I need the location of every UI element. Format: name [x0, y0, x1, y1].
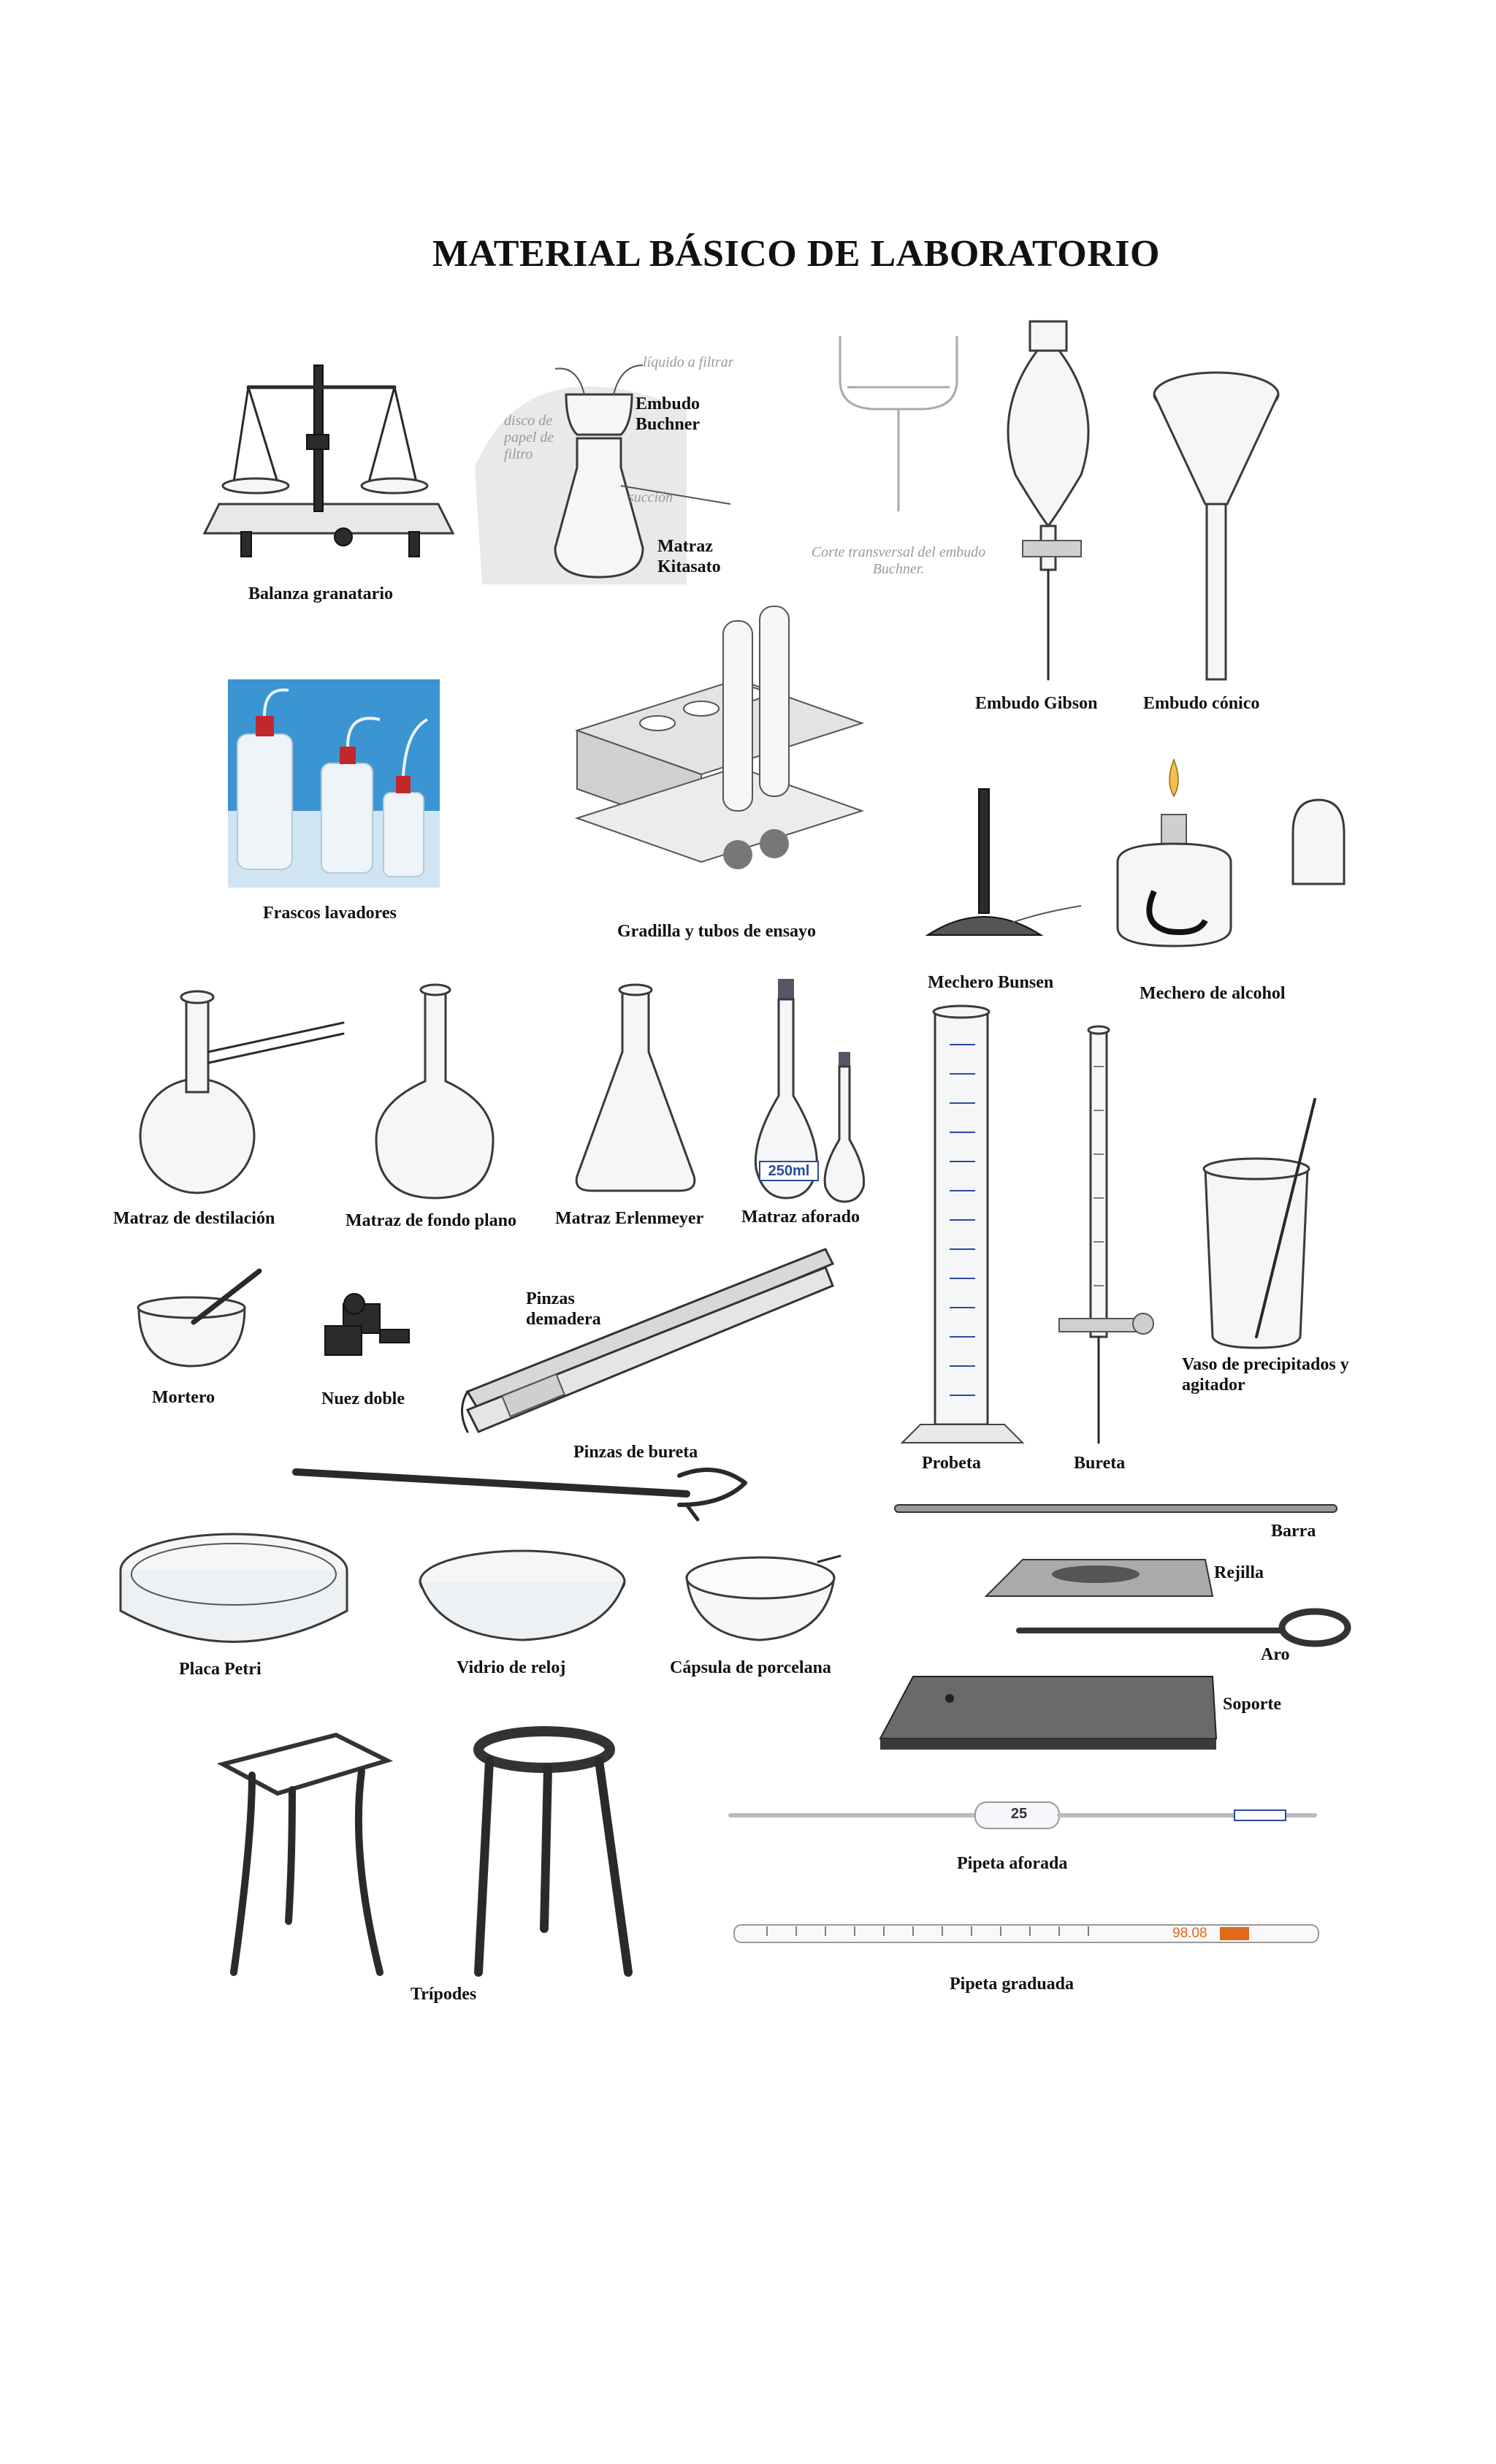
nuez-doble-illustration	[325, 1294, 409, 1355]
label-mechero-bunsen: Mechero Bunsen	[928, 973, 1054, 992]
label-mortero: Mortero	[152, 1388, 215, 1407]
label-matraz-kitasato: Matraz Kitasato	[657, 537, 721, 576]
vaso-precipitados-illustration	[1204, 1099, 1315, 1348]
pipeta-aforada-marking: 25	[1010, 1806, 1028, 1822]
label-embudo-buchner: Embudo Buchner	[636, 394, 701, 434]
matraz-fondo-plano-illustration	[376, 985, 493, 1198]
embudo-gibson-illustration	[1008, 321, 1088, 679]
label-embudo-gibson: Embudo Gibson	[975, 694, 1098, 713]
label-mechero-alcohol: Mechero de alcohol	[1140, 984, 1286, 1003]
matraz-destilacion-illustration	[140, 991, 343, 1193]
mortero-illustration	[138, 1271, 259, 1366]
label-bureta: Bureta	[1074, 1454, 1126, 1473]
page-title: MATERIAL BÁSICO DE LABORATORIO	[432, 233, 1160, 275]
buchner-cross-section	[840, 336, 957, 511]
label-rejilla: Rejilla	[1214, 1563, 1264, 1582]
label-frascos: Frascos lavadores	[263, 904, 397, 923]
tripodes-illustration	[223, 1731, 628, 1972]
label-disco-papel: disco de papel de filtro	[504, 413, 554, 462]
probeta-illustration	[902, 1006, 1023, 1443]
label-matraz-destilacion: Matraz de destilación	[113, 1209, 275, 1228]
label-corte-transversal: Corte transversal del embudo Buchner.	[811, 544, 986, 577]
balanza-illustration	[205, 365, 453, 557]
label-aro: Aro	[1261, 1645, 1290, 1664]
label-liquido-filtrar: líquido a filtrar	[643, 354, 734, 370]
label-pipeta-aforada: Pipeta aforada	[957, 1854, 1068, 1873]
label-succion: succión	[628, 489, 673, 506]
label-probeta: Probeta	[922, 1454, 981, 1473]
label-pinzas-bureta: Pinzas de bureta	[573, 1443, 698, 1462]
pipeta-graduada-marking: 98.08	[1172, 1926, 1207, 1941]
embudo-conico-illustration	[1154, 373, 1278, 679]
pinzas-madera-illustration	[462, 1249, 833, 1432]
label-soporte: Soporte	[1223, 1695, 1281, 1714]
label-balanza: Balanza granatario	[248, 584, 393, 603]
label-embudo-conico: Embudo cónico	[1143, 694, 1260, 713]
label-pinzas-madera: Pinzas demadera	[526, 1289, 601, 1329]
pinzas-bureta-illustration	[296, 1470, 745, 1519]
mechero-alcohol-illustration	[1118, 760, 1344, 946]
bureta-illustration	[1059, 1026, 1153, 1443]
vidrio-reloj-illustration	[420, 1551, 625, 1640]
placa-petri-illustration	[121, 1534, 347, 1642]
frascos-photo	[228, 679, 440, 888]
label-capsula: Cápsula de porcelana	[670, 1658, 831, 1677]
mechero-bunsen-illustration	[928, 789, 1081, 935]
label-matraz-aforado: Matraz aforado	[741, 1208, 860, 1227]
matraz-erlenmeyer-illustration	[576, 985, 695, 1191]
gradilla-illustration	[577, 606, 862, 869]
label-gradilla: Gradilla y tubos de ensayo	[617, 922, 817, 941]
label-pipeta-graduada: Pipeta graduada	[950, 1975, 1075, 1994]
pipeta-graduada-illustration	[734, 1925, 1318, 1942]
label-vaso-precipitados: Vaso de precipitados y agitador	[1182, 1355, 1349, 1395]
matraz-aforado-marking: 250ml	[768, 1163, 810, 1179]
label-placa-petri: Placa Petri	[179, 1660, 262, 1679]
label-vidrio-reloj: Vidrio de reloj	[457, 1658, 566, 1677]
label-nuez-doble: Nuez doble	[321, 1389, 405, 1408]
label-matraz-erlenmeyer: Matraz Erlenmeyer	[555, 1209, 704, 1228]
label-barra: Barra	[1271, 1522, 1316, 1541]
label-matraz-fondo-plano: Matraz de fondo plano	[346, 1211, 516, 1230]
capsula-illustration	[687, 1556, 840, 1640]
label-tripodes: Trípodes	[411, 1985, 477, 2004]
